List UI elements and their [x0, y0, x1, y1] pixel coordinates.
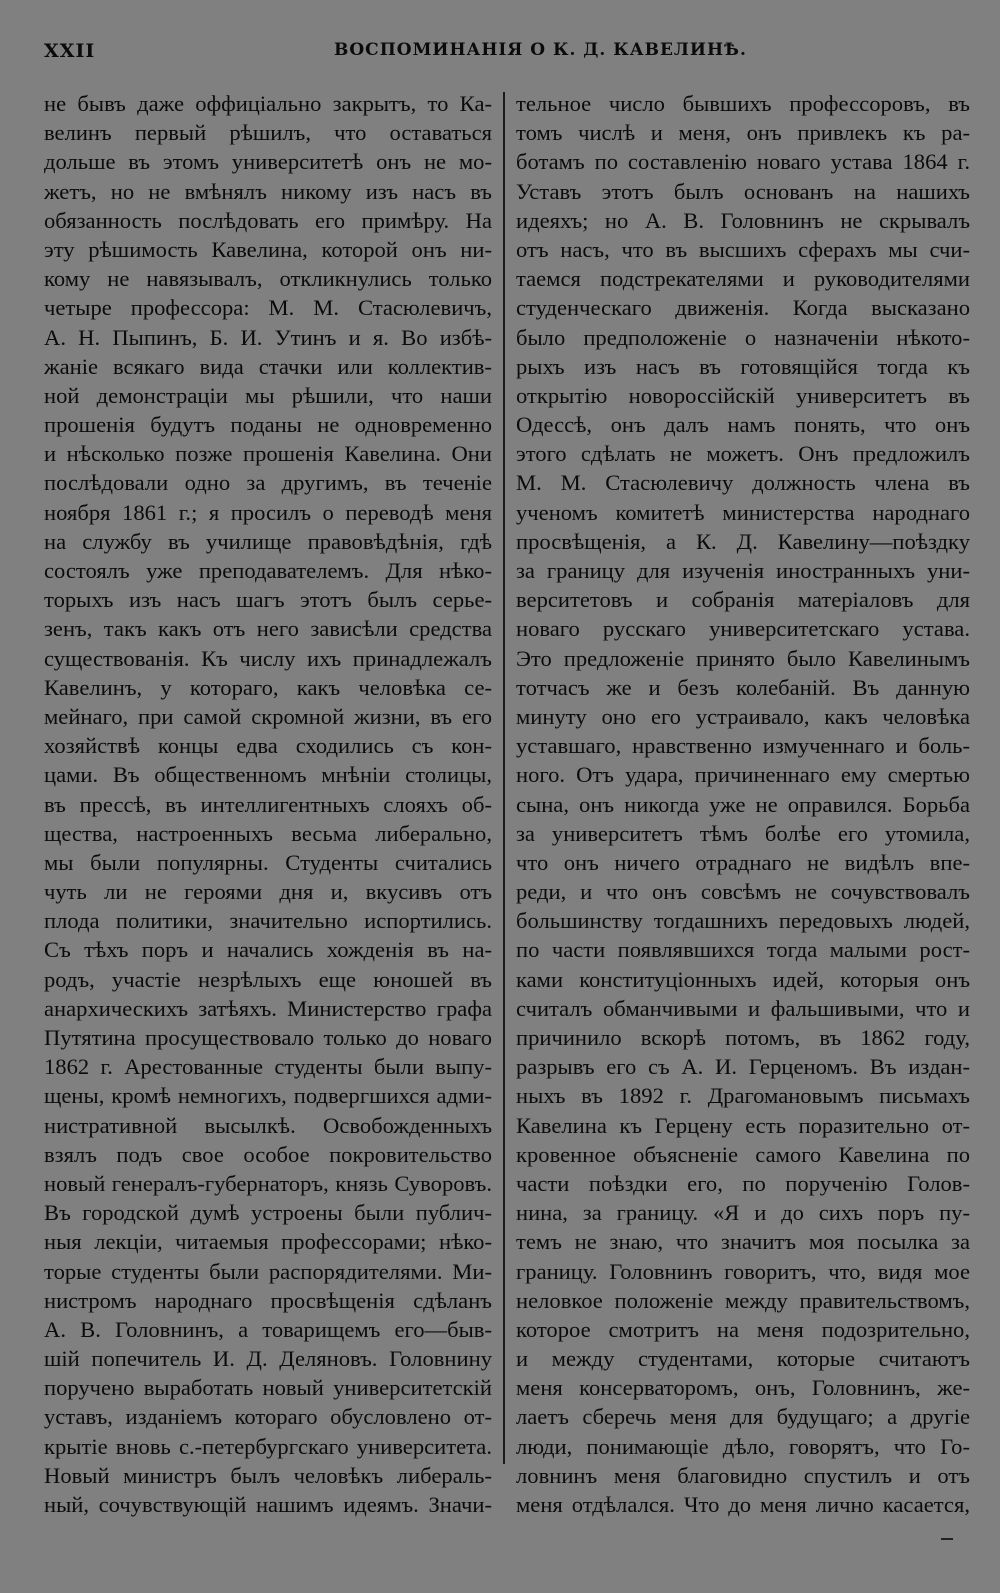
- text-line: не бывъ даже оффиціально закрытъ, то Ка-: [44, 91, 492, 116]
- text-line: открытію новороссійскій университетъ въ: [516, 382, 970, 408]
- text-line: ноября 1861 г.; я просилъ о переводѣ меня: [44, 499, 492, 525]
- text-line: уставъ, изданіемъ котораго обусловлено от-: [44, 1404, 492, 1430]
- text-line: Кавелинъ, у котораго, какъ человѣка се-: [44, 674, 492, 700]
- text-line: цами. Въ общественномъ мнѣніи столицы,: [44, 762, 492, 788]
- text-line: темъ не знаю, что значитъ моя посылка за: [516, 1229, 970, 1255]
- text-line: уставшаго, нравственно измученнаго и боль-: [516, 733, 970, 759]
- text-line: щества, настроенныхъ весьма либерально,: [44, 820, 492, 846]
- text-line: взялъ подъ свое особое покровительство: [44, 1141, 492, 1167]
- text-line: щены, кромѣ немногихъ, подвергшихся адми-: [44, 1083, 492, 1109]
- text-line: зенъ, такъ какъ отъ него зависѣли средства: [44, 616, 492, 642]
- text-line: сына, онъ никогда уже не оправился. Борьба: [516, 791, 970, 817]
- column-divider: [503, 92, 505, 1464]
- text-line: что онъ ничего отраднаго не видѣлъ впе-: [516, 849, 970, 875]
- text-line: тельное число бывшихъ профессоровъ, въ: [516, 91, 970, 116]
- text-line: ный, сочувствующій нашимъ идеямъ. Значи-: [44, 1492, 492, 1517]
- text-line: дольше въ этомъ университетѣ онъ не мо-: [44, 149, 492, 175]
- text-line: томъ числѣ и меня, онъ привлекъ къ ра-: [516, 120, 970, 146]
- text-line: рыхъ изъ насъ въ готовящійся тогда къ: [516, 353, 970, 379]
- text-line: Это предложеніе принято было Кавелинымъ: [516, 645, 970, 671]
- left-text-column: [44, 89, 492, 1519]
- text-line: нина, за границу. «Я и до сихъ поръ пу-: [516, 1200, 970, 1226]
- text-line: въ прессѣ, въ интеллигентныхъ слояхъ об-: [44, 791, 492, 817]
- text-line: меня отдѣлался. Что до меня лично касается,: [516, 1492, 970, 1517]
- text-line: было предположеніе о назначеніи нѣкото-: [516, 324, 970, 350]
- text-line: отъ насъ, что въ высшихъ сферахъ мы счи-: [516, 236, 970, 262]
- text-line: шій попечитель И. Д. Деляновъ. Головнину: [44, 1346, 492, 1372]
- text-line: реди, и что онъ совсѣмъ не сочувствовалъ: [516, 879, 970, 905]
- text-line: этого сдѣлать не можетъ. Онъ предложилъ: [516, 441, 970, 467]
- text-line: анархическихъ затѣяхъ. Министерство графа: [44, 995, 492, 1021]
- text-line: на службу въ училище правовѣдѣнія, гдѣ: [44, 528, 492, 554]
- text-line: и нѣсколько позже прошенія Кавелина. Они: [44, 441, 492, 467]
- text-line: Съ тѣхъ поръ и начались хожденія въ на-: [44, 937, 492, 963]
- text-line: которое смотритъ на меня подозрительно,: [516, 1316, 970, 1342]
- text-line: люди, понимающіе дѣло, говорятъ, что Го-: [516, 1433, 970, 1459]
- text-line: жетъ, но не вмѣнялъ никому изъ насъ въ: [44, 178, 492, 204]
- text-line: Кавелина къ Герцену есть поразительно от-: [516, 1112, 970, 1138]
- text-line: Уставъ этотъ былъ основанъ на нашихъ: [516, 178, 970, 204]
- text-line: жаніе всякаго вида стачки или коллектив-: [44, 353, 492, 379]
- text-line: А. В. Головнинъ, а товарищемъ его—быв-: [44, 1316, 492, 1342]
- text-line: родъ, участіе незрѣлыхъ еще юношей въ: [44, 966, 492, 992]
- text-line: эту рѣшимость Кавелина, которой онъ ни-: [44, 236, 492, 262]
- text-line: Путятина просуществовало только до новаго: [44, 1025, 492, 1050]
- text-line: М. М. Стасюлевичу должность члена въ: [516, 470, 970, 496]
- text-line: идеяхъ; но А. В. Головнинъ не скрывалъ: [516, 207, 970, 233]
- text-line: хозяйствѣ концы едва сходились съ кон-: [44, 733, 492, 759]
- text-line: ныя лекціи, читаемыя профессорами; нѣко-: [44, 1229, 492, 1255]
- running-title: ВОСПОМИНАНІЯ О К. Д. КАВЕЛИНѢ.: [334, 40, 747, 60]
- text-line: верситетовъ и собранія матеріаловъ для: [516, 587, 970, 613]
- text-line: существованія. Къ числу ихъ принадлежалъ: [44, 645, 492, 671]
- text-line: ками конституціонныхъ идей, которыя онъ: [516, 966, 970, 992]
- text-line: кровенное объясненіе самого Кавелина по: [516, 1141, 970, 1167]
- text-line: послѣдовали одно за другимъ, въ теченіе: [44, 470, 492, 496]
- text-line: Одессѣ, онъ далъ намъ понять, что онъ: [516, 412, 970, 438]
- text-line: нистромъ народнаго просвѣщенія сдѣланъ: [44, 1287, 492, 1313]
- text-line: лаетъ сберечь меня для будущаго; а другіе: [516, 1404, 970, 1430]
- right-text-column: [516, 89, 970, 1519]
- text-line: по части появлявшихся тогда малыми рост-: [516, 937, 970, 963]
- text-line: мы были популярны. Студенты считались: [44, 849, 492, 875]
- text-line: нистративной высылкѣ. Освобожденныхъ: [44, 1112, 492, 1138]
- text-line: считалъ обманчивыми и фальшивыми, что и: [516, 995, 970, 1021]
- text-line: кому не навязывалъ, откликнулись только: [44, 266, 492, 292]
- page-number: XXII: [44, 40, 96, 62]
- text-line: за университетъ тѣмъ болѣе его утомила,: [516, 820, 970, 846]
- text-line: четыре профессора: М. М. Стасюлевичъ,: [44, 295, 492, 321]
- text-line: разрывъ его съ А. И. Герценомъ. Въ издан-: [516, 1054, 970, 1080]
- text-line: плода политики, значительно испортились.: [44, 908, 492, 934]
- text-line: студенческаго движенія. Когда высказано: [516, 295, 970, 321]
- text-line: новаго русскаго университетскаго устава.: [516, 616, 970, 642]
- text-line: новый генералъ-губернаторъ, князь Суворовъ.: [44, 1170, 492, 1196]
- text-line: ученомъ комитетѣ министерства народнаго: [516, 499, 970, 525]
- text-line: А. Н. Пыпинъ, Б. И. Утинъ и я. Во избѣ-: [44, 324, 492, 350]
- text-line: торыхъ изъ насъ шагъ этотъ былъ серье-: [44, 587, 492, 613]
- text-line: большинству тогдашнихъ передовыхъ людей,: [516, 908, 970, 934]
- text-line: тотчасъ же и безъ колебаній. Въ данную: [516, 674, 970, 700]
- text-line: и между студентами, которые считаютъ: [516, 1346, 970, 1372]
- text-line: поручено выработать новый университетскій: [44, 1375, 492, 1401]
- page-mark: [941, 1538, 953, 1540]
- text-line: ного. Отъ удара, причиненнаго ему смертью: [516, 762, 970, 788]
- text-line: границу. Головнинъ говоритъ, что, видя мое: [516, 1258, 970, 1284]
- text-line: причинило вскорѣ потомъ, въ 1862 году,: [516, 1025, 970, 1050]
- text-line: состоялъ уже преподавателемъ. Для нѣко-: [44, 558, 492, 583]
- text-line: таемся подстрекателями и руководителями: [516, 266, 970, 292]
- text-line: ловнинъ меня благовидно спустилъ и отъ: [516, 1462, 970, 1488]
- text-line: ныхъ въ 1892 г. Драгомановымъ письмахъ: [516, 1083, 970, 1109]
- text-line: крытіе вновь с.-петербургскаго университета.: [44, 1433, 492, 1459]
- text-line: ботамъ по составленію новаго устава 1864 г.: [516, 149, 970, 175]
- text-line: просвѣщенія, а К. Д. Кавелину—поѣздку: [516, 528, 970, 554]
- text-line: Въ городской думѣ устроены были публич-: [44, 1200, 492, 1226]
- text-line: чуть ли не героями дня и, вкусивъ отъ: [44, 879, 492, 905]
- text-line: велинъ первый рѣшилъ, что оставаться: [44, 120, 492, 146]
- text-line: торые студенты были распорядителями. Ми-: [44, 1258, 492, 1284]
- running-header: [44, 40, 978, 70]
- text-line: ной демонстраціи мы рѣшили, что наши: [44, 382, 492, 408]
- text-line: Новый министръ былъ человѣкъ либераль-: [44, 1462, 492, 1488]
- text-line: прошенія будутъ поданы не одновременно: [44, 412, 492, 438]
- text-line: меня консерваторомъ, онъ, Головнинъ, же-: [516, 1375, 970, 1401]
- text-line: обязанность послѣдовать его примѣру. На: [44, 207, 492, 233]
- text-line: минуту оно его устраивало, какъ человѣка: [516, 703, 970, 729]
- text-line: 1862 г. Арестованные студенты были выпу-: [44, 1054, 492, 1080]
- text-line: неловкое положеніе между правительствомъ,: [516, 1287, 970, 1313]
- text-line: мейнаго, при самой скромной жизни, въ его: [44, 703, 492, 729]
- text-line: части поѣздки его, по порученію Голов-: [516, 1170, 970, 1196]
- text-line: за границу для изученія иностранныхъ уни-: [516, 558, 970, 583]
